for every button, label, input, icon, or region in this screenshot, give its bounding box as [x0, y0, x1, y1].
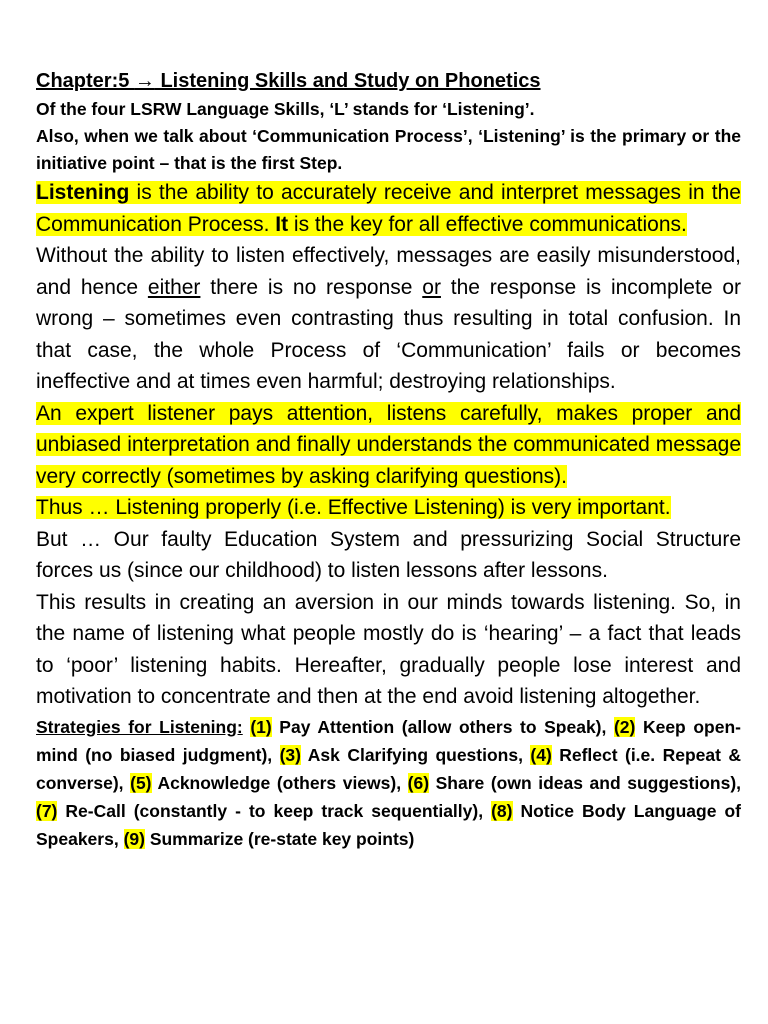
strategy-number: (4) — [530, 744, 552, 765]
definition-text-2: is the key for all effective communications. — [288, 212, 687, 236]
expert-paragraph — [36, 398, 741, 493]
strategy-text: Share (own ideas and suggestions), — [429, 772, 742, 793]
definition-term: Listening — [36, 181, 130, 204]
without-paragraph — [36, 240, 741, 398]
intro-line-1: Of the four LSRW Language Skills, ‘L’ stands for ‘Listening’. — [36, 99, 535, 119]
intro-line-2: Also, when we talk about ‘Communication Process’, ‘Listening’ is the primary or the initiative point – that is the first Step. — [36, 126, 741, 173]
strategy-item-9 — [124, 829, 415, 849]
strategy-text: Ask Clarifying questions, — [301, 744, 531, 765]
strategy-text: Notice Body Language of Speakers, — [36, 800, 741, 849]
strategies-paragraph — [36, 713, 741, 853]
strategies-heading: Strategies for Listening: — [36, 716, 243, 737]
thus-paragraph — [36, 492, 741, 524]
chapter-label: Chapter:5 — [36, 70, 135, 92]
strategy-number: (1) — [250, 716, 272, 737]
strategy-text: Keep open-mind (no biased judgment), — [36, 716, 741, 765]
definition-text-1: is the ability to accurately receive and interpret messages in the Communication Process. — [36, 181, 741, 236]
strategy-text: Acknowledge (others views), — [151, 772, 408, 793]
strategy-number: (9) — [123, 828, 145, 849]
strategy-text: Pay Attention (allow others to Speak), — [271, 716, 614, 737]
strategy-text: Re-Call (constantly - to keep track sequentially), — [57, 800, 492, 821]
strategy-number: (3) — [279, 744, 301, 765]
without-part-1: Without the ability to listen effectively, messages are easily misunderstood, and hence — [36, 244, 741, 299]
but-paragraph: But … Our faulty Education System and pressurizing Social Structure forces us (since our childhood) to listen lessons after lessons. — [36, 527, 741, 582]
strategy-number: (5) — [130, 772, 152, 793]
strategy-number: (7) — [36, 800, 58, 821]
strategy-number: (8) — [491, 800, 513, 821]
thus-text: Thus … Listening properly (i.e. Effective Listening) is very important. — [36, 496, 671, 519]
strategy-text: Summarize (re-state key points) — [144, 828, 415, 849]
strategy-number: (6) — [407, 772, 430, 793]
strategy-text: Reflect (i.e. Repeat & converse), — [36, 744, 741, 793]
chapter-title-text: Listening Skills and Study on Phonetics — [154, 70, 541, 92]
expert-text: An expert listener pays attention, listens carefully, makes proper and unbiased interpretation and finally understands the communicated message very correctly (sometimes by asking clarifying questions). — [36, 401, 741, 488]
strategy-item-5 — [130, 773, 408, 793]
chapter-title — [36, 66, 741, 96]
strategy-item-1 — [250, 717, 614, 737]
results-paragraph: This results in creating an aversion in our minds towards listening. So, in the name of listening what people mostly do is ‘hearing’ – a fact that leads to ‘poor’ listening habits. Hereafter, gradually people lose interest and motivation to concentrate and then at the end avoid listening altogether. — [36, 590, 741, 708]
without-part-3: the response is incomplete or wrong – sometimes even contrasting thus resulting in total confusion. In that case, the whole Process of ‘Communication’ fails or becomes ineffective and at times even harmful; destroying relationships. — [36, 275, 741, 393]
definition-it: It — [275, 212, 289, 236]
or-word: or — [422, 275, 441, 299]
strategy-item-3 — [280, 745, 531, 765]
definition-paragraph — [36, 177, 741, 240]
strategy-item-7 — [36, 801, 491, 821]
without-part-2: there is no response — [200, 275, 423, 299]
strategy-number: (2) — [613, 716, 636, 737]
strategy-item-6 — [408, 773, 741, 793]
right-arrow-icon: → — [134, 70, 155, 92]
either-word: either — [147, 275, 201, 299]
document-page — [36, 66, 741, 853]
